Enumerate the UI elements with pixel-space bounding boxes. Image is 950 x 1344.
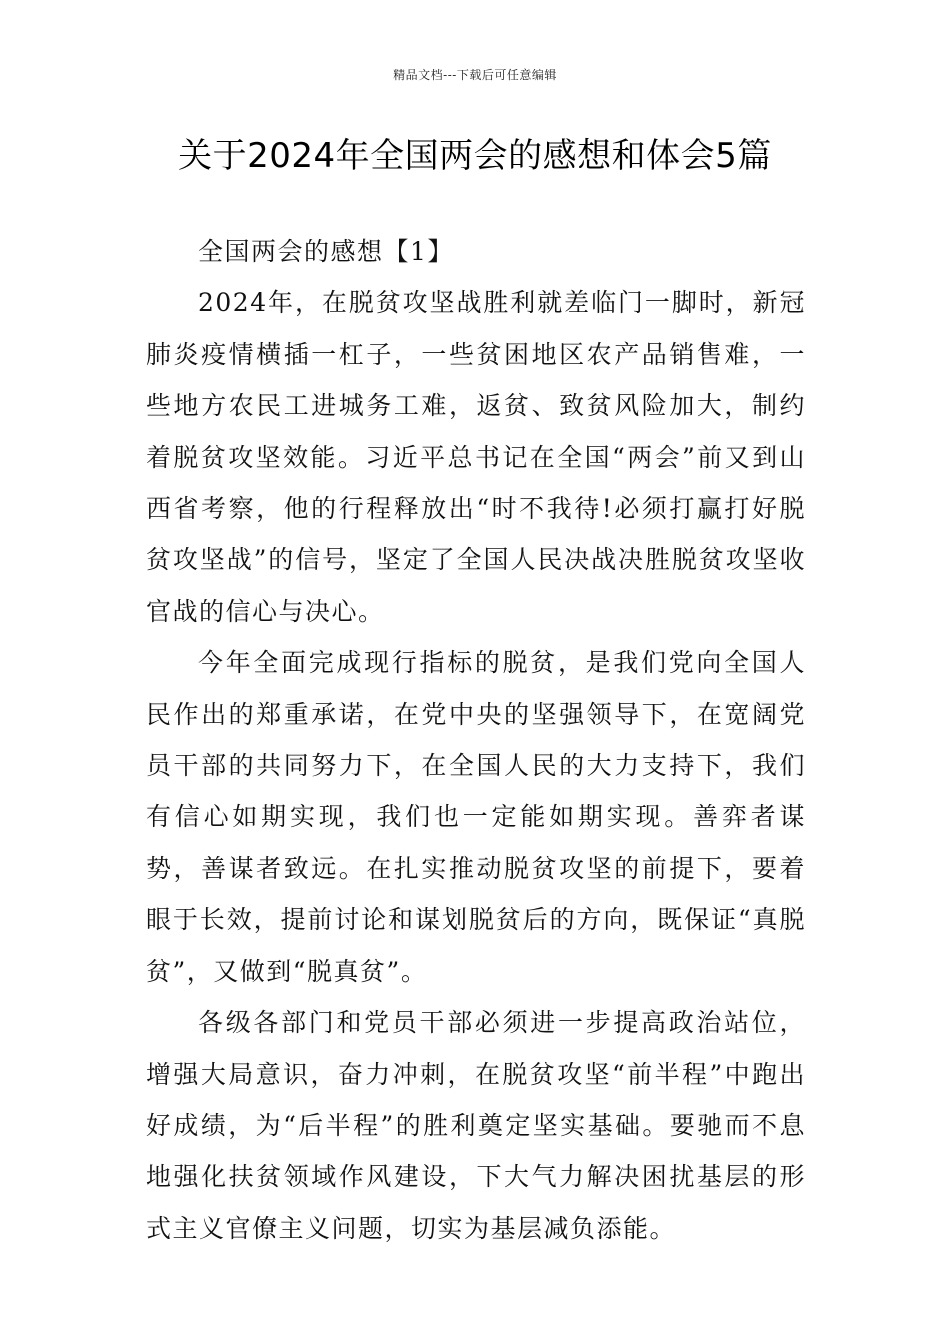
body-paragraph: 今年全面完成现行指标的脱贫，是我们党向全国人民作出的郑重承诺，在党中央的坚强领导下，在宽阔党员干部的共同努力下，在全国人民的大力支持下，我们有信心如期实现，我们也一定能如期实现。善弈者谋势，善谋者致远。在扎实推动脱贫攻坚的前提下，要着眼于长效，提前讨论和谋划脱贫后的方向，既保证“真脱贫”，又做到“脱真贫”。 [146,648,806,986]
page-header-watermark: 精品文档---下载后可任意编辑 [393,68,557,82]
body-paragraph: 各级各部门和党员干部必须进一步提高政治站位，增强大局意识，奋力冲刺，在脱贫攻坚“前半程”中跑出好成绩，为“后半程”的胜利奠定坚实基础。要驰而不息地强化扶贫领域作风建设，下大气力解决困扰基层的形式主义官僚主义问题，切实为基层减负添能。 [146,1008,806,1243]
document-title: 关于2024年全国两会的感想和体会5篇 [178,136,772,176]
body-paragraph: 2024年，在脱贫攻坚战胜利就差临门一脚时，新冠肺炎疫情横插一杠子，一些贫困地区农产品销售难，一些地方农民工进城务工难，返贫、致贫风险加大，制约着脱贫攻坚效能。习近平总书记在全国“两会”前又到山西省考察，他的行程释放出“时不我待!必须打赢打好脱贫攻坚战”的信号，坚定了全国人民决战决胜脱贫攻坚收官战的信心与决心。 [146,288,806,626]
section-heading: 全国两会的感想【1】 [198,237,454,266]
document-body [146,226,806,1254]
